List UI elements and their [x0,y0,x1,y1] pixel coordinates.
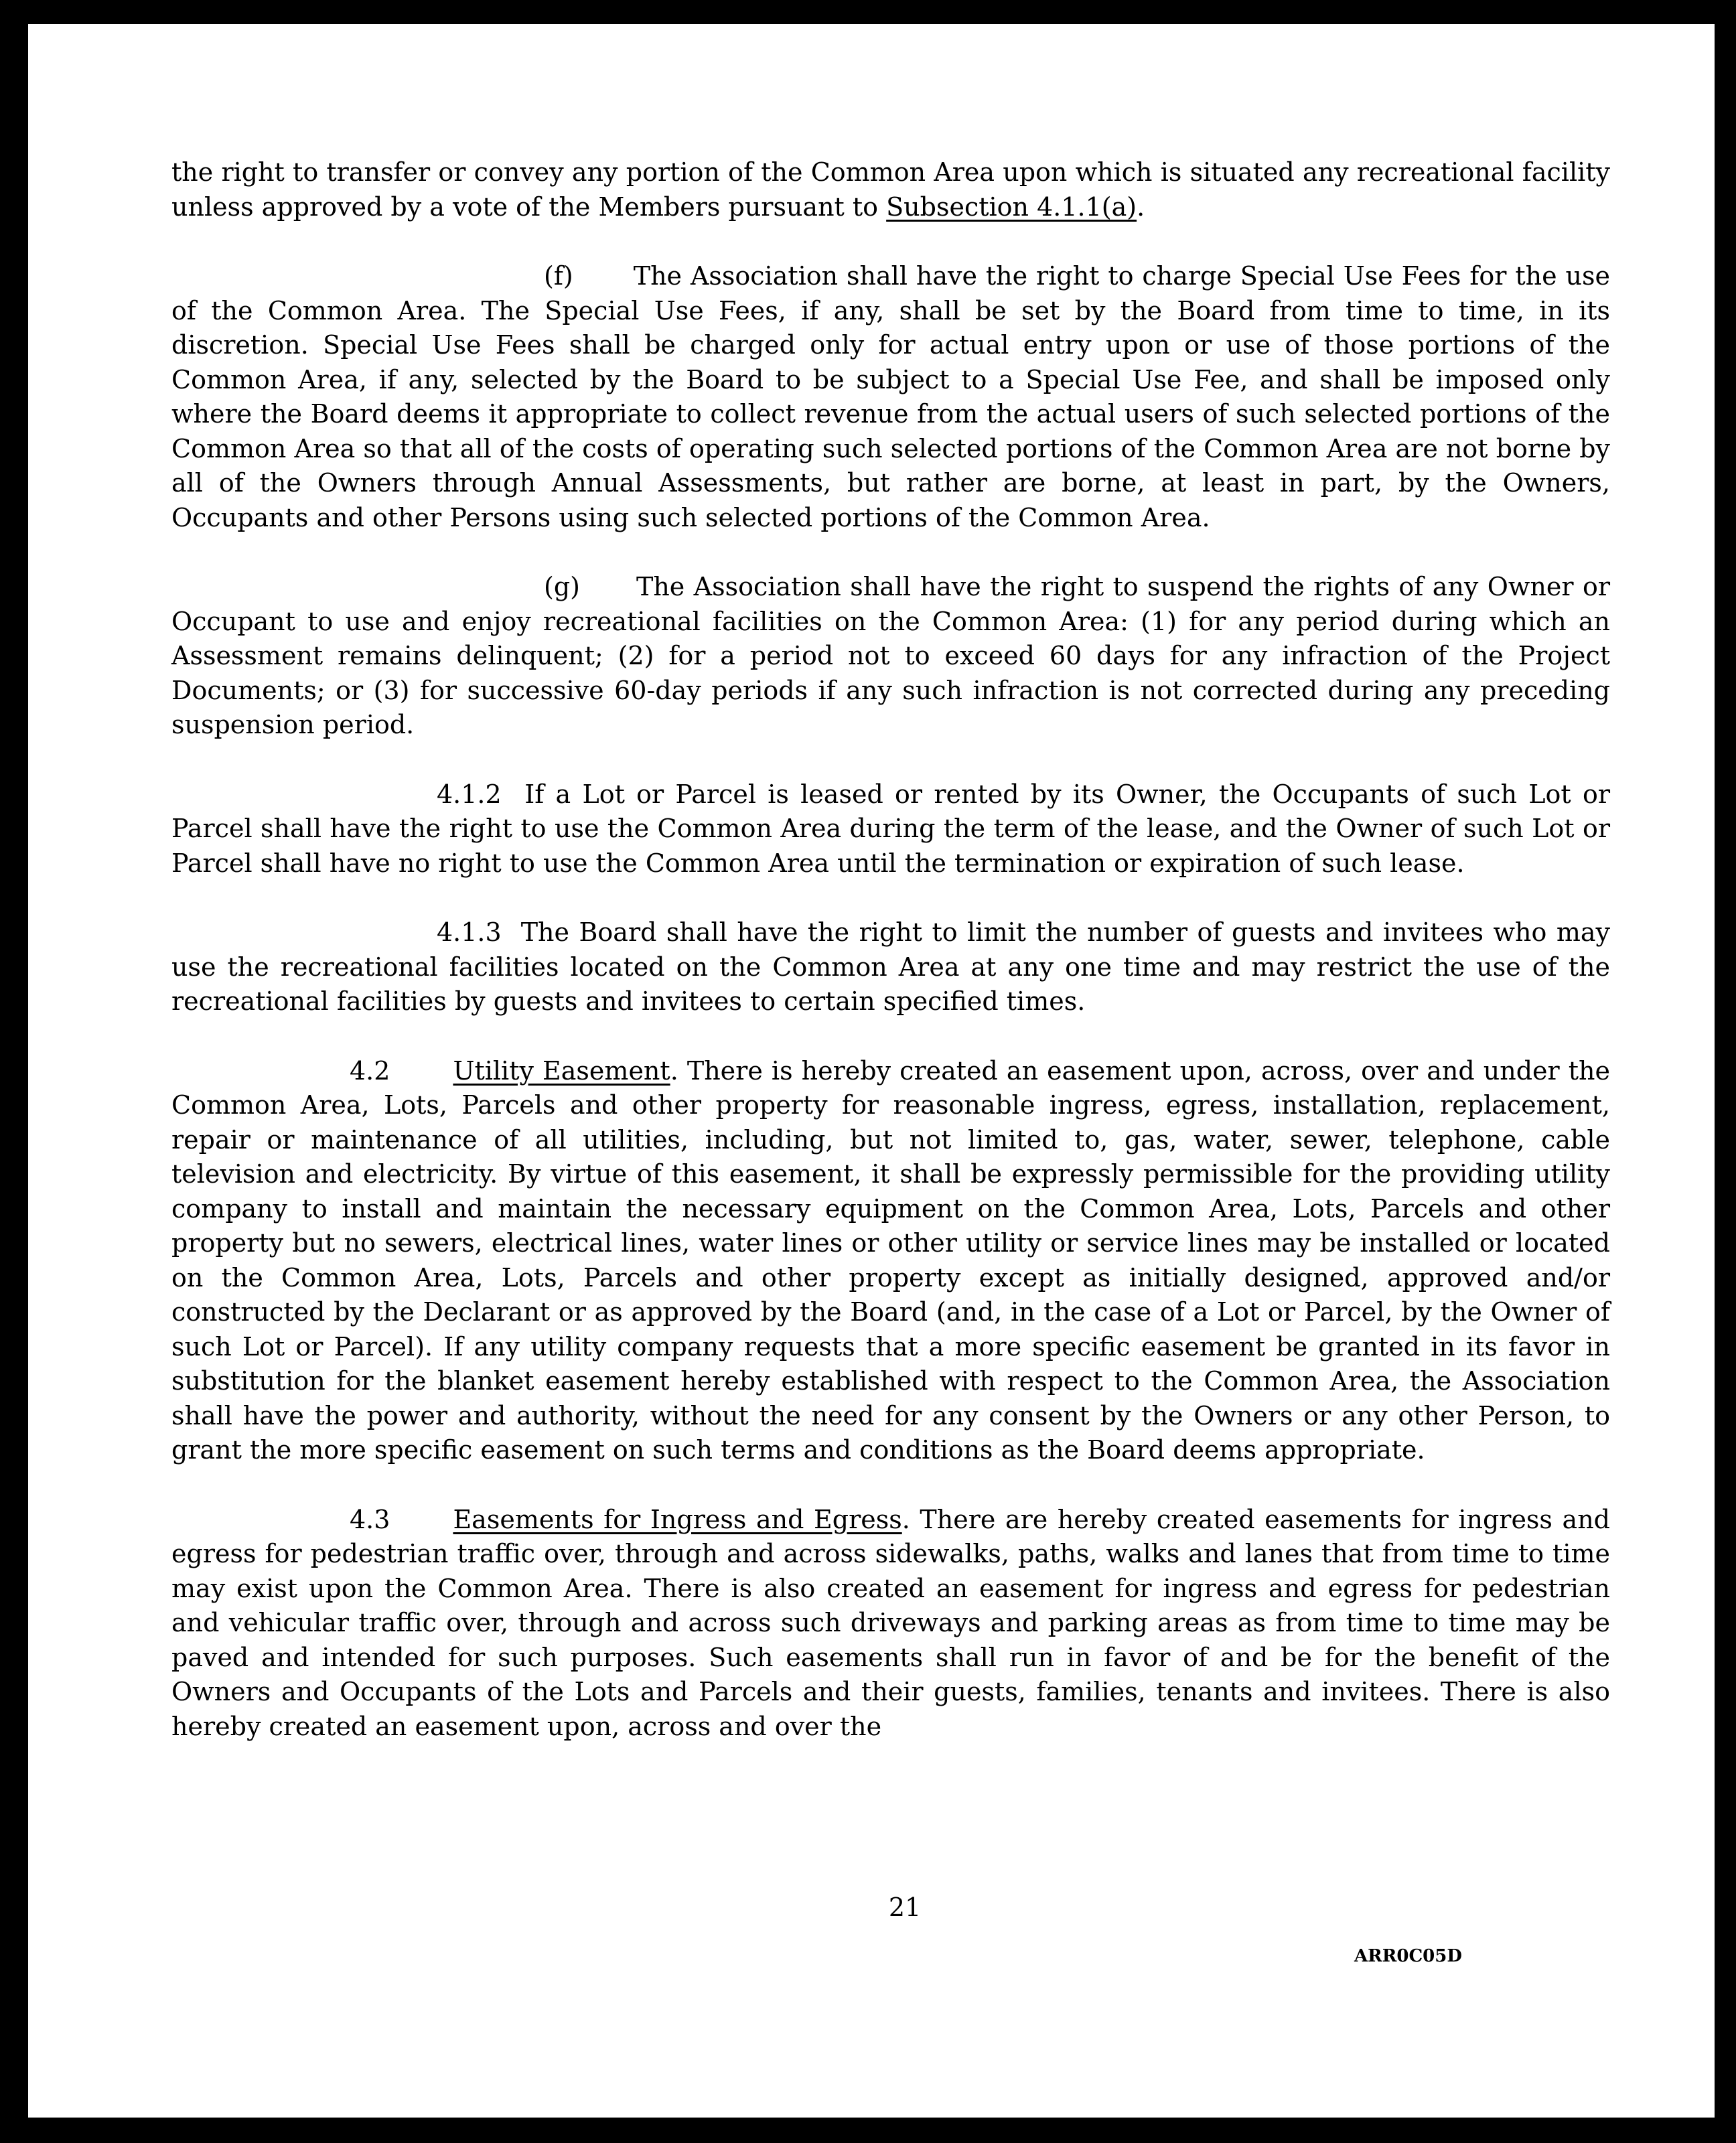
page-number: 21 [888,1893,922,1922]
paragraph-g [171,570,1610,743]
paragraph-4-1-3-label: 4.1.3 [437,917,502,947]
intro-end: . [1137,192,1145,222]
section-4-2-heading: Utility Easement [453,1055,670,1086]
document-page [28,24,1715,2118]
paragraph-4-1-2-text: If a Lot or Parcel is leased or rented by its Owner, the Occupants of such Lot or Parcel shall have the right to use the Common Area during the term of the lease, and the Owner of such Lot or Parcel shall have no right to use the Common Area until the termination or expiration of such lease. [171,779,1610,878]
section-4-2 [171,1054,1610,1468]
intro-paragraph [171,155,1610,224]
subsection-reference: Subsection 4.1.1(a) [886,192,1137,222]
paragraph-g-text: The Association shall have the right to suspend the rights of any Owner or Occupant to use and enjoy recreational facilities on the Common Area: (1) for any period during which an Assessment remains delinquent; (2) for a period not to exceed 60 days for any infraction of the Project Documents; or (3) for successive 60-day periods if any such infraction is not corrected during any preceding suspension period. [171,572,1610,739]
section-4-2-text: . There is hereby created an easement upon, across, over and under the Common Area, Lots, Parcels and other property for reasonable ingress, egress, installation, replacement, repair or maintenance of all utilities, including, but not limited to, gas, water, sewer, telephone, cable television and electricity. By virtue of this easement, it shall be expressly permissible for the providing utility company to install and maintain the necessary equipment on the Common Area, Lots, Parcels and other property but no sewers, electrical lines, water lines or other utility or service lines may be installed or located on the Common Area, Lots, Parcels and other property except as initially designed, approved and/or constructed by the Declarant or as approved by the Board (and, in the case of a Lot or Parcel, by the Owner of such Lot or Parcel). If any utility company requests that a more specific easement be granted in its favor in substitution for the blanket easement hereby established with respect to the Common Area, the Association shall have the power and authority, without the need for any consent by the Owners or any other Person, to grant the more specific easement on such terms and conditions as the Board deems appropriate. [171,1055,1611,1465]
section-4-3-heading: Easements for Ingress and Egress [453,1504,902,1534]
section-4-3-text: . There are hereby created easements for ingress and egress for pedestrian traffic over, through and across sidewalks, paths, walks and lanes that from time to time may exist upon the Common Area. There is also created an easement for ingress and egress for pedestrian and vehicular traffic over, through and across such driveways and parking areas as from time to time may be paved and intended for such purposes. Such easements shall run in favor of and be for the benefit of the Owners and Occupants of the Lots and Parcels and their guests, families, tenants and invitees. There is also hereby created an easement upon, across and over the [171,1504,1610,1741]
document-body [171,155,1610,1779]
section-4-3-number: 4.3 [350,1504,390,1534]
paragraph-f-text: The Association shall have the right to charge Special Use Fees for the use of the Common Area. The Special Use Fees, if any, shall be set by the Board from time to time, in its discretion. Special Use Fees shall be charged only for actual entry upon or use of those portions of the Common Area, if any, selected by the Board to be subject to a Special Use Fee, and shall be imposed only where the Board deems it appropriate to collect revenue from the actual users of such selected portions of the Common Area so that all of the costs of operating such selected portions of the Common Area are not borne by all of the Owners through Annual Assessments, but rather are borne, at least in part, by the Owners, Occupants and other Persons using such selected portions of the Common Area. [171,261,1610,532]
paragraph-f-label: (f) [544,261,573,291]
section-4-3 [171,1503,1610,1745]
intro-text: the right to transfer or convey any portion of the Common Area upon which is situated any recreational facility unless approved by a vote of the Members pursuant to [171,157,1610,222]
paragraph-g-label: (g) [544,572,580,601]
document-code: ARR0C05D [1354,1946,1462,1966]
paragraph-f [171,259,1610,535]
paragraph-4-1-3 [171,915,1610,1019]
paragraph-4-1-2 [171,778,1610,881]
paragraph-4-1-2-label: 4.1.2 [437,779,502,809]
paragraph-4-1-3-text: The Board shall have the right to limit the number of guests and invitees who may use the recreational facilities located on the Common Area at any one time and may restrict the use of the recreational facilities by guests and invitees to certain specified times. [171,917,1610,1016]
section-4-2-number: 4.2 [350,1055,390,1086]
